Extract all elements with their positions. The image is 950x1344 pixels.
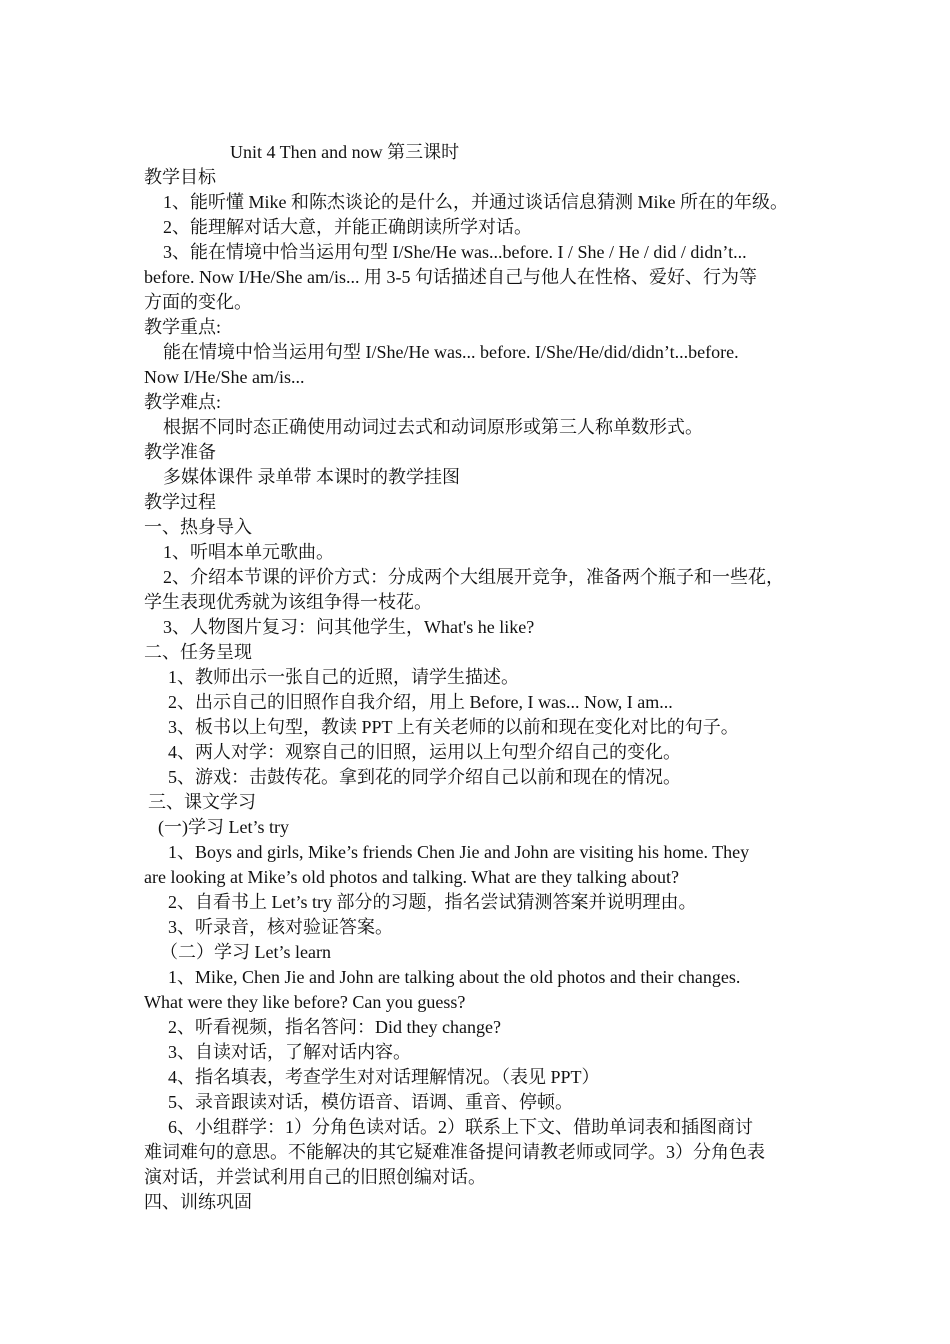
text-line: are looking at Mike’s old photos and talking. What are they talking about? [144,867,680,887]
text-line: 2、出示自己的旧照作自我介绍，用上 Before, I was... Now, I am... [168,692,673,712]
text-line: 1、Boys and girls, Mike’s friends Chen Jie and John are visiting his home. They [168,842,750,862]
text-line: 演对话，并尝试利用自己的旧照创编对话。 [144,1167,486,1187]
text-line: 2、介绍本节课的评价方式：分成两个大组展开竞争，准备两个瓶子和一些花， [163,567,784,587]
text-line: 3、能在情境中恰当运用句型 I/She/He was...before. I / She / He / did / didn’t... [163,242,747,262]
text-line: 3、听录音，核对验证答案。 [168,917,393,937]
text-line: 3、自读对话，了解对话内容。 [168,1042,411,1062]
subsection-heading: 三、课文学习 [148,792,256,812]
section-heading: 教学难点: [144,392,222,412]
document-title: Unit 4 Then and now 第三课时 [230,142,460,162]
text-line: 1、Mike, Chen Jie and John are talking about the old photos and their changes. [168,967,741,987]
text-line: 3、板书以上句型，教读 PPT 上有关老师的以前和现在变化对比的句子。 [168,717,739,737]
text-line: 1、能听懂 Mike 和陈杰谈论的是什么，并通过谈话信息猜测 Mike 所在的年级。 [163,192,788,212]
text-line: 学生表现优秀就为该组争得一枝花。 [144,592,432,612]
subsection-heading: 四、训练巩固 [144,1192,252,1212]
text-line: before. Now I/He/She am/is... 用 3-5 句话描述自己与他人在性格、爱好、行为等 [144,267,757,287]
text-line: (一)学习 Let’s try [158,817,289,837]
text-line: 3、人物图片复习：问其他学生，What's he like? [163,617,535,637]
text-line: 4、两人对学：观察自己的旧照，运用以上句型介绍自己的变化。 [168,742,681,762]
subsection-heading: 二、任务呈现 [144,642,252,662]
section-heading: 教学过程 [144,492,216,512]
text-line: 根据不同时态正确使用动词过去式和动词原形或第三人称单数形式。 [163,417,703,437]
text-line: 6、小组群学：1）分角色读对话。2）联系上下文、借助单词表和插图商讨 [168,1117,753,1137]
text-line: 2、自看书上 Let’s try 部分的习题，指名尝试猜测答案并说明理由。 [168,892,697,912]
text-line: （二）学习 Let’s learn [160,942,331,962]
text-line: 1、听唱本单元歌曲。 [163,542,334,562]
text-line: 能在情境中恰当运用句型 I/She/He was... before. I/She/He/did/didn’t...before. [163,342,739,362]
section-heading: 教学重点: [144,317,222,337]
text-line: 2、能理解对话大意，并能正确朗读所学对话。 [163,217,532,237]
text-line: 多媒体课件 录单带 本课时的教学挂图 [163,467,460,487]
text-line: 5、游戏：击鼓传花。拿到花的同学介绍自己以前和现在的情况。 [168,767,681,787]
text-line: 5、录音跟读对话，模仿语音、语调、重音、停顿。 [168,1092,573,1112]
section-heading: 教学目标 [144,167,216,187]
text-line: 方面的变化。 [144,292,252,312]
section-heading: 教学准备 [144,442,216,462]
text-line: 难词难句的意思。不能解决的其它疑难准备提问请教老师或同学。3）分角色表 [144,1142,765,1162]
subsection-heading: 一、热身导入 [144,517,252,537]
text-line: What were they like before? Can you guess? [144,992,466,1012]
text-line: 4、指名填表，考查学生对对话理解情况。（表见 PPT） [168,1067,600,1087]
text-line: 2、听看视频，指名答问：Did they change? [168,1017,501,1037]
text-line: 1、教师出示一张自己的近照，请学生描述。 [168,667,519,687]
text-line: Now I/He/She am/is... [144,367,305,387]
